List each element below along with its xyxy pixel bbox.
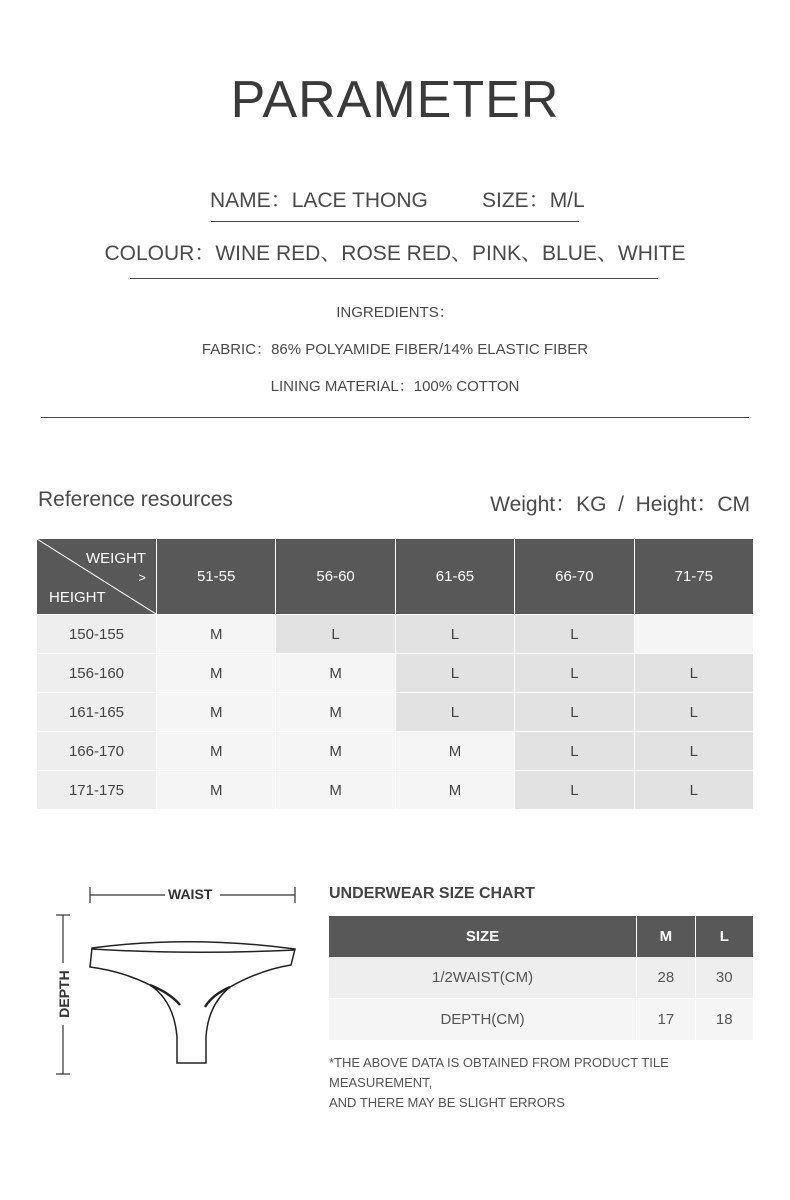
colour-label: COLOUR： xyxy=(104,242,216,265)
height-cell: 166-170 xyxy=(37,732,157,771)
product-name xyxy=(210,184,428,214)
size-cell: L xyxy=(634,693,753,732)
size-cell: M xyxy=(157,693,276,732)
table-row xyxy=(37,654,754,693)
corner-cell xyxy=(37,539,157,615)
corner-weight: WEIGHT xyxy=(86,550,146,567)
lining-line xyxy=(0,375,790,396)
size-cell: L xyxy=(634,771,753,810)
size-cell: M xyxy=(276,732,395,771)
size-label: SIZE： xyxy=(482,189,550,212)
size-cell: M xyxy=(157,732,276,771)
uc-value: 18 xyxy=(695,999,753,1041)
divider-2 xyxy=(130,278,658,279)
size-cell: M xyxy=(395,732,514,771)
size-cell: M xyxy=(395,771,514,810)
size-cell: M xyxy=(157,654,276,693)
table-row xyxy=(37,771,754,810)
depth-label: DEPTH xyxy=(56,970,72,1018)
size-cell: L xyxy=(515,771,634,810)
corner-height: HEIGHT xyxy=(49,589,106,606)
size-cell: L xyxy=(395,615,514,654)
product-size xyxy=(482,184,585,214)
size-cell: L xyxy=(395,693,514,732)
underwear-chart-title: UNDERWEAR SIZE CHART xyxy=(329,885,535,902)
table-row xyxy=(37,693,754,732)
weight-header: 71-75 xyxy=(634,539,753,615)
size-table-header xyxy=(37,539,754,615)
weight-header: 61-65 xyxy=(395,539,514,615)
size-cell: M xyxy=(276,654,395,693)
table-row xyxy=(329,999,754,1041)
size-table xyxy=(37,539,754,810)
size-cell: L xyxy=(515,693,634,732)
uc-header: M xyxy=(637,916,695,957)
measurement-note xyxy=(329,1053,759,1113)
uc-value: 30 xyxy=(695,957,753,999)
size-cell: L xyxy=(515,654,634,693)
size-cell: M xyxy=(276,693,395,732)
weight-header: 56-60 xyxy=(276,539,395,615)
size-cell: L xyxy=(276,615,395,654)
uc-value: 17 xyxy=(637,999,695,1041)
uc-header: SIZE xyxy=(329,916,637,957)
size-value: M/L xyxy=(549,189,585,212)
note-line-2: AND THERE MAY BE SLIGHT ERRORS xyxy=(329,1095,565,1110)
uc-label: DEPTH(CM) xyxy=(329,999,637,1041)
table-row xyxy=(37,615,754,654)
size-cell: M xyxy=(276,771,395,810)
fabric-label: FABRIC： xyxy=(201,341,272,358)
size-cell xyxy=(634,615,753,654)
lining-value: 100% COTTON xyxy=(413,378,520,395)
fabric-line xyxy=(0,338,790,359)
underwear-diagram xyxy=(40,875,320,1085)
divider-1 xyxy=(211,221,579,222)
uc-header: L xyxy=(695,916,753,957)
height-cell: 150-155 xyxy=(37,615,157,654)
garment-outline xyxy=(90,942,295,1063)
ingredients-label: INGREDIENTS： xyxy=(336,304,454,321)
height-cell: 171-175 xyxy=(37,771,157,810)
uc-label: 1/2WAIST(CM) xyxy=(329,957,637,999)
weight-header: 51-55 xyxy=(157,539,276,615)
reference-label: Reference resources xyxy=(38,488,233,511)
table-row xyxy=(329,957,754,999)
size-cell: L xyxy=(634,654,753,693)
waist-label: WAIST xyxy=(168,886,213,902)
size-cell: L xyxy=(634,732,753,771)
uc-value: 28 xyxy=(637,957,695,999)
height-cell: 156-160 xyxy=(37,654,157,693)
units-label: Weight：KG / Height：CM xyxy=(490,493,750,516)
height-cell: 161-165 xyxy=(37,693,157,732)
name-label: NAME： xyxy=(210,189,292,212)
name-value: LACE THONG xyxy=(291,189,428,212)
size-cell: M xyxy=(157,615,276,654)
size-cell: L xyxy=(515,615,634,654)
divider-3 xyxy=(41,417,749,418)
lining-label: LINING MATERIAL： xyxy=(270,378,414,395)
colour-value: WINE RED、ROSE RED、PINK、BLUE、WHITE xyxy=(215,242,686,265)
page-title: PARAMETER xyxy=(230,71,560,129)
fabric-value: 86% POLYAMIDE FIBER/14% ELASTIC FIBER xyxy=(271,341,589,358)
table-row xyxy=(37,732,754,771)
note-line-1: *THE ABOVE DATA IS OBTAINED FROM PRODUCT TILE MEASUREMENT, xyxy=(329,1055,669,1090)
size-cell: L xyxy=(515,732,634,771)
corner-arrow: > xyxy=(138,570,146,585)
size-cell: M xyxy=(157,771,276,810)
product-colours xyxy=(0,237,790,267)
underwear-table-header xyxy=(329,916,754,957)
size-cell: L xyxy=(395,654,514,693)
weight-header: 66-70 xyxy=(515,539,634,615)
underwear-size-table xyxy=(329,916,754,1041)
